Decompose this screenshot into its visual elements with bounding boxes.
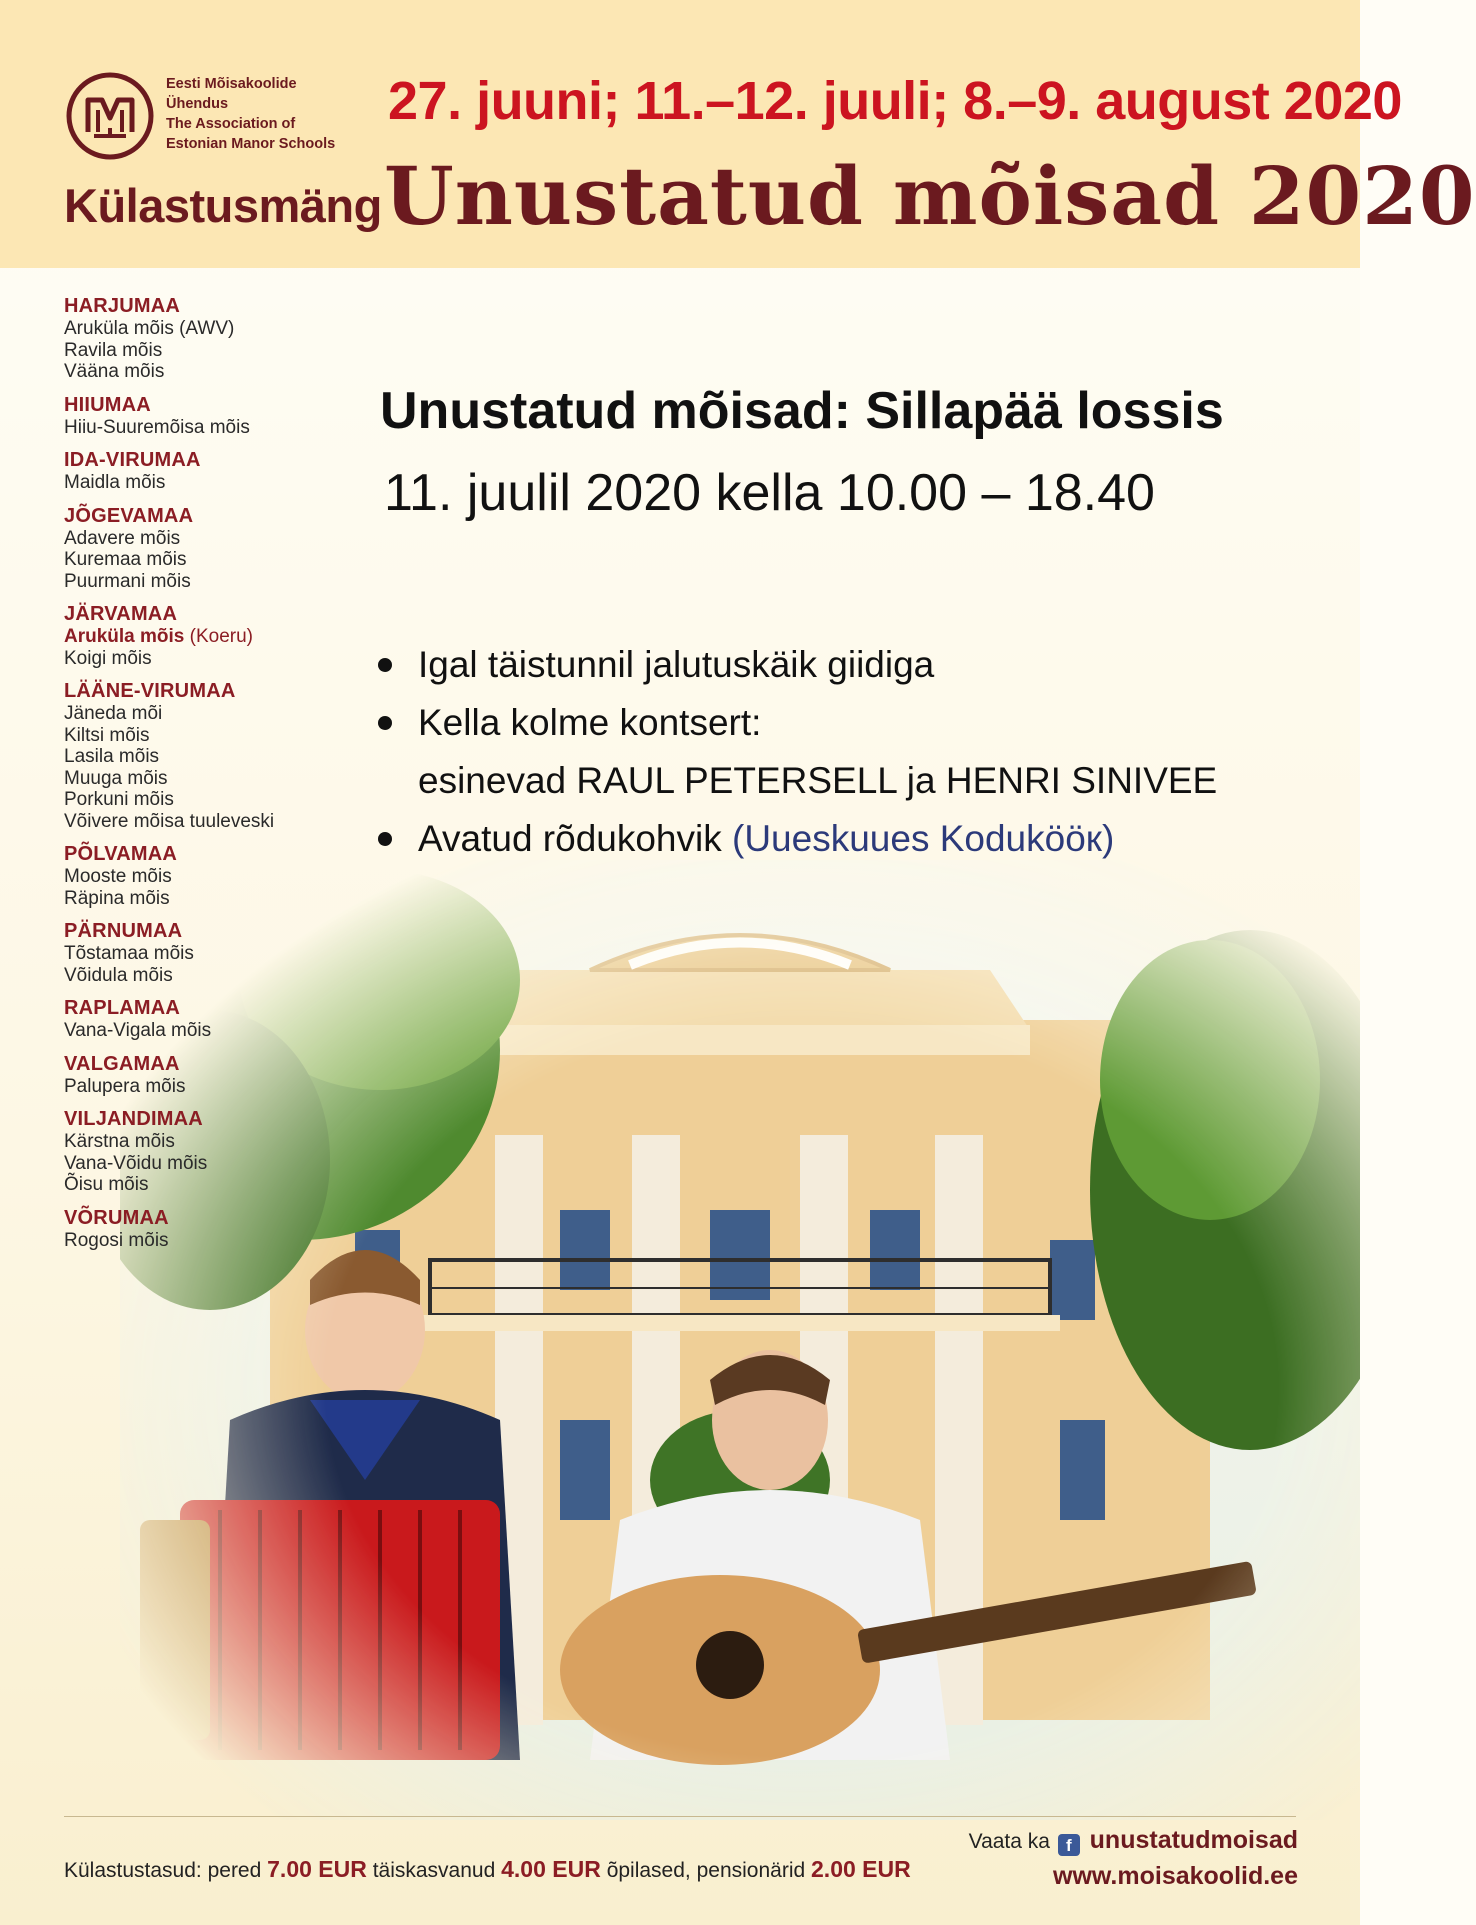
manor-item	[64, 1174, 344, 1196]
manor-item	[64, 1230, 344, 1252]
manor-name: Jäneda mõi	[64, 703, 163, 724]
region-block	[64, 393, 344, 439]
manor-name: Koigi mõis	[64, 647, 152, 669]
manor-item	[64, 866, 344, 888]
bullet-icon	[378, 658, 392, 672]
manor-item	[64, 361, 344, 383]
program-item-text: Avatud rõdukohvik	[418, 818, 722, 859]
manor-name: Hiiu-Suuremõisa mõis	[64, 416, 250, 438]
manor-item	[64, 789, 344, 811]
manor-item	[64, 943, 344, 965]
manor-item	[64, 571, 344, 593]
manor-name: Õisu mõis	[64, 1174, 149, 1195]
region-block	[64, 448, 344, 494]
region-name: VÕRUMAA	[64, 1206, 169, 1229]
region-name: RAPLAMAA	[64, 997, 181, 1019]
org-name-et-line1: Eesti Mõisakoolide	[166, 76, 297, 92]
region-name: PÕLVAMAA	[64, 843, 178, 865]
region-block	[64, 1052, 344, 1098]
org-name-et-line2: Ühendus	[166, 96, 229, 112]
manor-item	[64, 811, 344, 833]
region-name: HARJUMAA	[64, 295, 181, 317]
region-block	[64, 1107, 344, 1196]
manor-note: (Koeru)	[189, 626, 254, 647]
see-also-label: Vaata ka	[968, 1830, 1050, 1853]
manor-item	[64, 768, 344, 790]
manor-item	[64, 888, 344, 910]
manor-item	[64, 1153, 344, 1175]
facebook-icon[interactable]: f	[1058, 1834, 1080, 1856]
footer-divider	[64, 1816, 1296, 1817]
region-block	[64, 602, 344, 669]
manor-item	[64, 648, 344, 670]
manor-name: Räpina mõis	[64, 887, 170, 909]
program-item	[378, 810, 1298, 868]
manor-item	[64, 1131, 344, 1153]
region-block	[64, 679, 344, 832]
region-block	[64, 842, 344, 909]
manor-item	[64, 417, 344, 439]
region-name: JÄRVAMAA	[64, 603, 178, 625]
region-name: PÄRNUMAA	[64, 920, 183, 942]
manor-name: Võivere mõisa tuuleveski	[64, 810, 275, 832]
manor-name: Puurmani mõis	[64, 570, 191, 592]
contact-info	[969, 1822, 1298, 1892]
org-name-en-line2: Estonian Manor Schools	[166, 136, 336, 152]
program-item	[378, 694, 1298, 810]
manor-item	[64, 318, 344, 340]
students-label: õpilased, pensionärid	[606, 1859, 806, 1882]
manor-name: Muuga mõis	[64, 767, 168, 789]
manor-name: Mooste mõis	[64, 866, 172, 887]
program-item-text: Kella kolme kontsert:	[418, 702, 762, 743]
campaign-title: Unustatud mõisad 2020	[384, 149, 1476, 243]
manor-item	[64, 472, 344, 494]
region-name: LÄÄNE-VIRUMAA	[64, 680, 236, 702]
website-link[interactable]: www.moisakoolid.ee	[1053, 1862, 1298, 1890]
manor-name: Porkuni mõis	[64, 789, 174, 810]
region-name: IDA-VIRUMAA	[64, 449, 201, 471]
manor-list	[64, 294, 344, 1261]
region-block	[64, 919, 344, 986]
fee-adults: 4.00 EUR	[501, 1856, 601, 1882]
org-name-en-line1: The Association of	[166, 116, 296, 132]
game-label: Külastusmäng	[64, 179, 382, 232]
manor-item	[64, 626, 344, 648]
program-item-text: Igal täistunnil jalutuskäik giidiga	[418, 644, 935, 685]
organization-name	[166, 74, 366, 154]
region-block	[64, 294, 344, 383]
region-block	[64, 996, 344, 1042]
manor-name: Tõstamaa mõis	[64, 943, 194, 964]
manor-name: Vana-Vigala mõis	[64, 1020, 212, 1041]
manor-name: Aruküla mõis (AWV)	[64, 318, 235, 339]
bullet-icon	[378, 832, 392, 846]
region-block	[64, 504, 344, 593]
manor-name: Võidula mõis	[64, 964, 173, 986]
manor-name: Ravila mõis	[64, 339, 163, 361]
facebook-handle-link[interactable]: unustatudmoisad	[1089, 1826, 1298, 1854]
manor-item	[64, 528, 344, 550]
region-name: VILJANDIMAA	[64, 1108, 203, 1130]
manor-name: Vana-Võidu mõis	[64, 1152, 208, 1174]
program-item-caterer: (Uueskuues Kodukööк)	[732, 818, 1115, 859]
region-block	[64, 1206, 344, 1252]
fee-students: 2.00 EUR	[811, 1856, 911, 1882]
adults-label: täiskasvanud	[372, 1859, 496, 1882]
manor-item	[64, 965, 344, 987]
manor-item	[64, 1076, 344, 1098]
event-time: 11. juulil 2020 kella 10.00 – 18.40	[384, 464, 1155, 522]
manor-item	[64, 725, 344, 747]
header-band	[0, 0, 1476, 268]
manor-name: Kärstna mõis	[64, 1131, 175, 1152]
fees-label: Külastustasud: pered	[64, 1859, 262, 1882]
manor-name: Lasila mõis	[64, 746, 160, 767]
region-name: VALGAMAA	[64, 1052, 180, 1075]
manor-name: Kiltsi mõis	[64, 724, 150, 746]
manor-item	[64, 549, 344, 571]
event-title: Unustatud mõisad: Sillapää lossis	[380, 382, 1224, 440]
manor-name: Rogosi mõis	[64, 1229, 169, 1251]
manor-name: Maidla mõis	[64, 472, 166, 493]
manor-item	[64, 746, 344, 768]
manor-name: Kuremaa mõis	[64, 549, 187, 570]
manor-item	[64, 340, 344, 362]
program-item	[378, 636, 1298, 694]
bullet-icon	[378, 716, 392, 730]
program-list	[378, 636, 1298, 868]
fee-family: 7.00 EUR	[267, 1856, 367, 1882]
region-name: HIIUMAA	[64, 393, 151, 416]
manor-item	[64, 1020, 344, 1042]
event-dates: 27. juuni; 11.–12. juuli; 8.–9. august 2020	[388, 71, 1402, 131]
program-item-performers: esinevad RAUL PETERSELL ja HENRI SINIVEE	[418, 760, 1218, 801]
manor-name: Vääna mõis	[64, 361, 165, 382]
manor-item	[64, 703, 344, 725]
region-name: JÕGEVAMAA	[64, 504, 194, 527]
visit-fees	[64, 1854, 911, 1886]
association-logo-icon	[64, 70, 156, 162]
manor-name: Palupera mõis	[64, 1075, 186, 1097]
manor-name: Adavere mõis	[64, 527, 181, 549]
manor-name: Aruküla mõis	[64, 626, 185, 647]
